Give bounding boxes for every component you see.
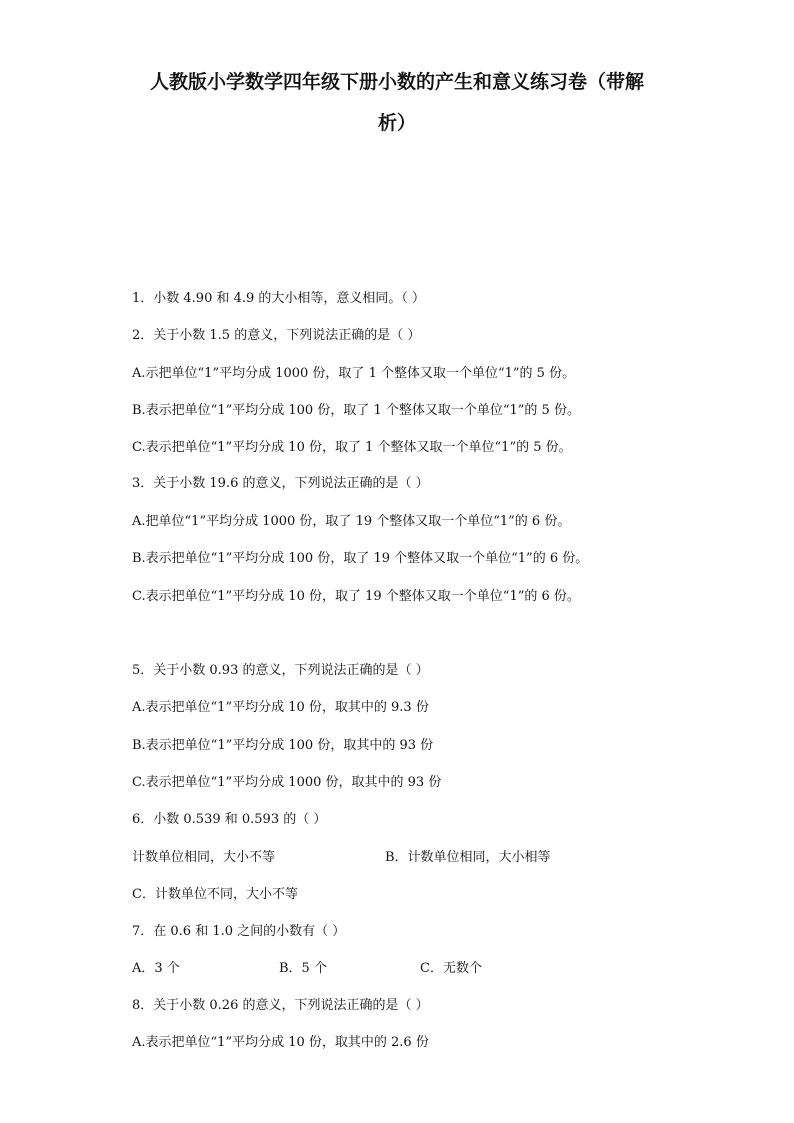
question-8-stem: 8．关于小数 0.26 的意义，下列说法正确的是（ ） — [132, 998, 429, 1013]
question-6-option-b: B．计数单位相同，大小相等 — [385, 850, 551, 865]
question-5-option-b: B.表示把单位“1”平均分成 100 份，取其中的 93 份 — [132, 738, 434, 753]
question-6-stem: 6．小数 0.539 和 0.593 的（ ） — [132, 812, 327, 827]
question-2-stem: 2．关于小数 1.5 的意义，下列说法正确的是（ ） — [132, 328, 421, 343]
question-5-stem: 5．关于小数 0.93 的意义，下列说法正确的是（ ） — [132, 663, 429, 678]
question-5-option-a: A.表示把单位“1”平均分成 10 份，取其中的 9.3 份 — [132, 700, 429, 715]
question-2-option-b: B.表示把单位“1”平均分成 100 份，取了 1 个整体又取一个单位“1”的 5 份。 — [132, 403, 580, 418]
question-3-option-b: B.表示把单位“1”平均分成 100 份，取了 19 个整体又取一个单位“1”的 6 份。 — [132, 551, 589, 566]
question-2-option-c: C.表示把单位“1”平均分成 10 份，取了 1 个整体又取一个单位“1”的 5 份。 — [132, 440, 572, 455]
question-3-stem: 3．关于小数 19.6 的意义，下列说法正确的是（ ） — [132, 476, 429, 491]
question-3-option-a: A.把单位“1”平均分成 1000 份，取了 19 个整体又取一个单位“1”的 6 份。 — [132, 514, 571, 529]
question-7-stem: 7．在 0.6 和 1.0 之间的小数有（ ） — [132, 924, 346, 939]
question-7-option-c: C．无数个 — [420, 961, 482, 976]
document-title-line2: 析） — [377, 112, 416, 134]
question-7-option-a: A．3 个 — [132, 961, 180, 976]
question-6-option-a: 计数单位相同，大小不等 — [132, 850, 276, 865]
question-1-stem: 1．小数 4.90 和 4.9 的大小相等，意义相同。（ ） — [132, 291, 426, 306]
question-6-option-c: C．计数单位不同，大小不等 — [132, 887, 298, 902]
question-3-option-c: C.表示把单位“1”平均分成 10 份，取了 19 个整体又取一个单位“1”的 6 份。 — [132, 589, 580, 604]
question-8-option-a: A.表示把单位“1”平均分成 10 份，取其中的 2.6 份 — [132, 1035, 429, 1050]
question-5-option-c: C.表示把单位“1”平均分成 1000 份，取其中的 93 份 — [132, 775, 442, 790]
question-7-option-b: B．5 个 — [279, 961, 327, 976]
question-2-option-a: A.示把单位“1”平均分成 1000 份，取了 1 个整体又取一个单位“1”的 5 份。 — [132, 366, 576, 381]
document-title-line1: 人教版小学数学四年级下册小数的产生和意义练习卷（带解 — [149, 71, 644, 93]
